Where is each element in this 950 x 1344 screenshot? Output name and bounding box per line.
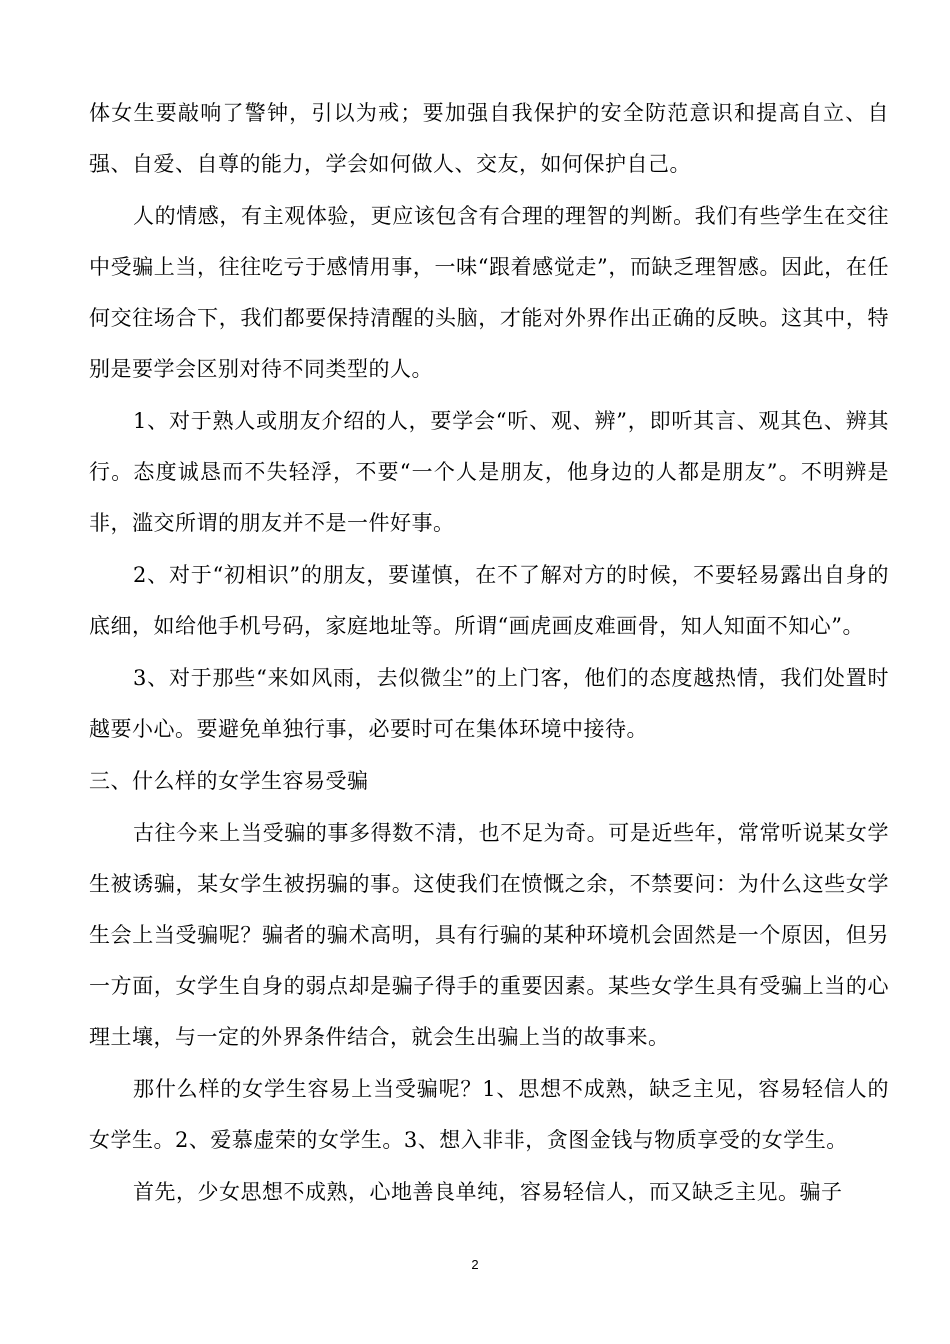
paragraph-4: 2、对于“初相识”的朋友，要谨慎，在不了解对方的时候，不要轻易露出自身的底细，如给他手机号码，家庭地址等。所谓“画虎画皮难画骨，知人知面不知心”。 (89, 563, 889, 638)
paragraph-1: 体女生要敲响了警钟，引以为戒；要加强自我保护的安全防范意识和提高自立、自强、自爱、自尊的能力，学会如何做人、交友，如何保护自己。 (89, 101, 889, 176)
paragraph-3: 1、对于熟人或朋友介绍的人，要学会“听、观、辨”，即听其言、观其色、辨其行。态度诚恳而不失轻浮，不要“一个人是朋友，他身边的人都是朋友”。不明辨是非，滥交所谓的朋友并不是一件好事。 (89, 409, 889, 535)
paragraph-2: 人的情感，有主观体验，更应该包含有合理的理智的判断。我们有些学生在交往中受骗上当，往往吃亏于感情用事，一味“跟着感觉走”，而缺乏理智感。因此，在任何交往场合下，我们都要保持清醒的头脑，才能对外界作出正确的反映。这其中，特别是要学会区别对待不同类型的人。 (89, 204, 889, 381)
paragraph-6: 古往今来上当受骗的事多得数不清，也不足为奇。可是近些年，常常听说某女学生被诱骗，某女学生被拐骗的事。这使我们在愤慨之余，不禁要问：为什么这些女学生会上当受骗呢？骗者的骗术高明，具有行骗的某种环境机会固然是一个原因，但另一方面，女学生自身的弱点却是骗子得手的重要因素。某些女学生具有受骗上当的心理土壤，与一定的外界条件结合，就会生出骗上当的故事来。 (89, 821, 889, 1049)
page-number: 2 (471, 1257, 479, 1272)
paragraph-5: 3、对于那些“来如风雨，去似微尘”的上门客，他们的态度越热情，我们处置时越要小心。要避免单独行事，必要时可在集体环境中接待。 (89, 666, 889, 741)
section-heading: 三、什么样的女学生容易受骗 (89, 769, 369, 793)
paragraph-7: 那什么样的女学生容易上当受骗呢？1、思想不成熟，缺乏主见，容易轻信人的女学生。2、爱慕虚荣的女学生。3、想入非非，贪图金钱与物质享受的女学生。 (89, 1077, 889, 1152)
document-body (89, 88, 889, 1219)
paragraph-8: 首先，少女思想不成熟，心地善良单纯，容易轻信人，而又缺乏主见。骗子 (133, 1180, 843, 1204)
